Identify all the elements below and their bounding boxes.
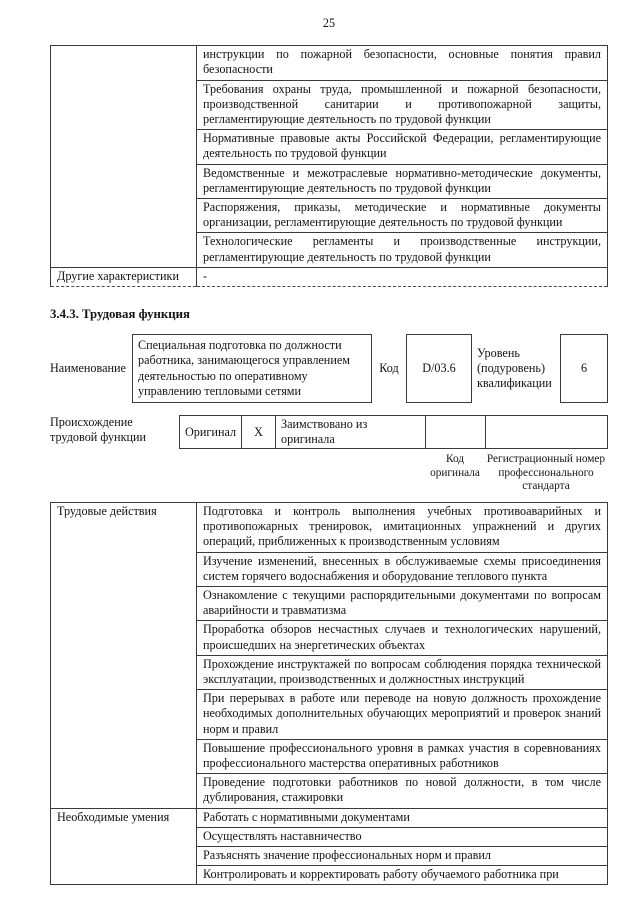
origin-borrowed-label: Заимствовано из оригинала <box>276 416 426 449</box>
origin-label: Происхождение трудовой функции <box>50 415 147 445</box>
origin-original-mark: X <box>242 416 276 449</box>
other-characteristics-value: - <box>197 267 608 286</box>
table-row <box>51 46 608 80</box>
origin-regnumber-cell <box>486 416 608 449</box>
knowledge-item: Технологические регламенты и производственные инструкции, регламентирующие деятельность по трудовой функции <box>197 233 608 267</box>
required-skill-item: Работать с нормативными документами <box>197 808 608 827</box>
knowledge-category-cell <box>51 46 197 268</box>
origin-block <box>50 415 608 494</box>
origin-captions <box>179 453 608 494</box>
page-number: 25 <box>322 16 336 30</box>
qualification-level-value: 6 <box>560 334 608 403</box>
function-code-value: D/03.6 <box>406 334 472 403</box>
knowledge-item: Требования охраны труда, промышленной и пожарной безопасности, производственной санитарии и противопожарной защиты, регламентирующие деятельность по трудовой функции <box>197 80 608 130</box>
required-skill-item: Разъяснять значение профессиональных норм и правил <box>197 847 608 866</box>
labor-action-item: При перерывах в работе или переводе на новую должность прохождение необходимых дополнительных обучающих мероприятий и проверок знаний норм и правил <box>197 690 608 740</box>
origin-table <box>179 415 608 449</box>
labor-action-item: Проведение подготовки работников по новой должности, в том числе дублирования, стажировки <box>197 774 608 808</box>
function-header <box>50 334 608 403</box>
knowledge-item: инструкции по пожарной безопасности, основные понятия правил безопасности <box>197 46 608 80</box>
labor-action-item: Проработка обзоров несчастных случаев и технологических нарушений, происшедших на энергетических объектах <box>197 621 608 655</box>
table-row <box>51 808 608 827</box>
qualification-level-label: Уровень (подуровень) квалификации <box>477 345 552 391</box>
origin-right <box>179 415 608 494</box>
labor-actions-label: Трудовые действия <box>51 502 197 808</box>
required-skill-item: Контролировать и корректировать работу обучаемого работника при <box>197 866 608 885</box>
knowledge-table <box>50 45 608 287</box>
required-skills-label: Необходимые умения <box>51 808 197 885</box>
function-code-label: Код <box>379 361 399 376</box>
labor-action-item: Ознакомление с текущими распорядительными документами по вопросам аварийности и травматизма <box>197 586 608 620</box>
knowledge-item: Ведомственные и межотраслевые нормативно-методические документы, регламентирующие деятельность по трудовой функции <box>197 164 608 198</box>
origin-regnumber-caption: Регистрационный номер профессионального стандарта <box>486 453 606 493</box>
table-row-other-characteristics <box>51 267 608 286</box>
labor-action-item: Повышение профессионального уровня в рамках участия в соревнованиях профессионального мастерства оперативных работников <box>197 739 608 773</box>
knowledge-item: Нормативные правовые акты Российской Федерации, регламентирующие деятельность по трудовой функции <box>197 130 608 164</box>
required-skill-item: Осуществлять наставничество <box>197 827 608 846</box>
labor-action-item: Подготовка и контроль выполнения учебных противоаварийных и противопожарных тренировок, имитационных упражнений и других операций, приближенных к производственным условиям <box>197 502 608 552</box>
origin-code-caption: Код оригинала <box>430 453 480 479</box>
knowledge-item: Распоряжения, приказы, методические и нормативные документы организации, регламентирующие деятельность по трудовой функции <box>197 199 608 233</box>
origin-row <box>180 416 608 449</box>
origin-original-label: Оригинал <box>180 416 242 449</box>
table-row <box>51 502 608 552</box>
function-name-label: Наименование <box>50 361 126 376</box>
origin-code-cell <box>426 416 486 449</box>
other-characteristics-label: Другие характеристики <box>51 267 197 286</box>
labor-function-table <box>50 502 608 885</box>
labor-action-item: Изучение изменений, внесенных в обслуживаемые схемы присоединения систем горячего водоснабжения и оборудование теплового пункта <box>197 552 608 586</box>
section-heading: 3.4.3. Трудовая функция <box>50 307 190 322</box>
labor-action-item: Прохождение инструктажей по вопросам соблюдения порядка технической эксплуатации, производственных и должностных инструкций <box>197 655 608 689</box>
function-name-value: Специальная подготовка по должности работника, занимающегося управлением деятельностью по оперативному управлению тепловыми сетями <box>132 334 372 403</box>
